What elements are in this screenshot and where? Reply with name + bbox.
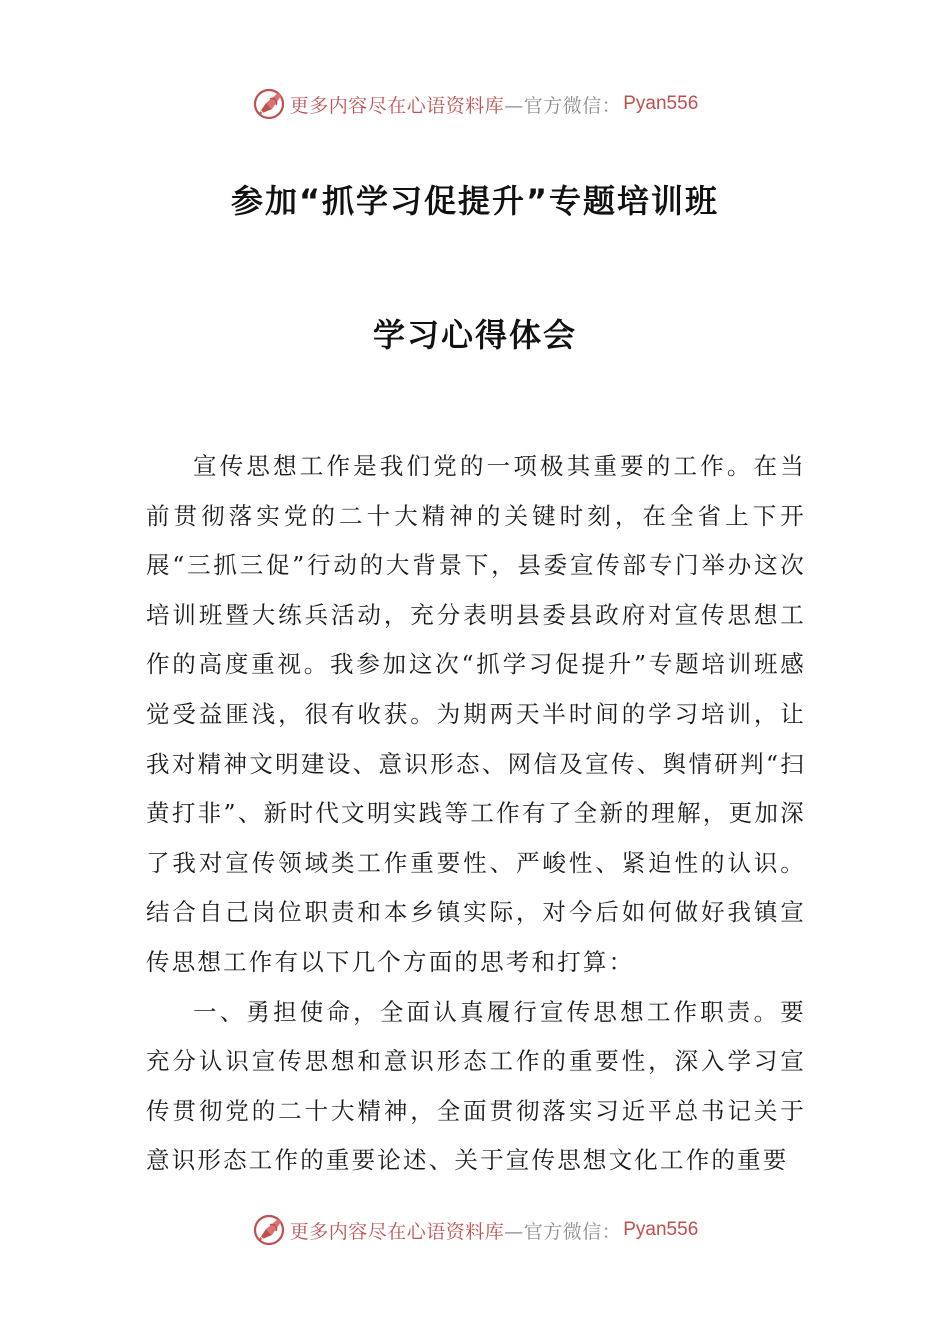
document-title-line1: 参加“抓学习促提升”专题培训班: [230, 182, 720, 220]
pen-nib-logo-icon: [252, 87, 286, 121]
pen-nib-logo-icon: [252, 1213, 286, 1247]
header-banner[interactable]: [0, 84, 950, 124]
document-title-line2: 学习心得体会: [372, 316, 577, 354]
banner-text: 更多内容尽在心语资料库: [289, 1220, 505, 1243]
banner-wechat-id: Pyan556: [623, 1219, 699, 1240]
banner-text: 更多内容尽在心语资料库: [289, 94, 505, 117]
banner-wechat-id: Pyan556: [623, 93, 699, 114]
body-paragraph-2: 一、勇担使命，全面认真履行宣传思想工作职责。要充分认识宣传思想和意识形态工作的重要性，深入学习宣传贯彻党的二十大精神，全面贯彻落实习近平总书记关于意识形态工作的重要论述、关于宣传思想文化工作的重要: [146, 997, 806, 1175]
banner-wechat-label: —官方微信：: [504, 94, 622, 117]
banner-wechat-label: —官方微信：: [504, 1220, 622, 1243]
footer-banner[interactable]: [0, 1210, 950, 1250]
body-paragraph-1: 宣传思想工作是我们党的一项极其重要的工作。在当前贯彻落实党的二十大精神的关键时刻，在全省上下开展“三抓三促”行动的大背景下，县委宣传部专门举办这次培训班暨大练兵活动，充分表明县委县政府对宣传思想工作的高度重视。我参加这次“抓学习促提升”专题培训班感觉受益匪浅，很有收获。为期两天半时间的学习培训，让我对精神文明建设、意识形态、网信及宣传、舆情研判“扫黄打非”、新时代文明实践等工作有了全新的理解，更加深了我对宣传领域类工作重要性、严峻性、紧迫性的认识。结合自己岗位职责和本乡镇实际，对今后如何做好我镇宣传思想工作有以下几个方面的思考和打算：: [146, 452, 806, 976]
document-body: [146, 442, 806, 1186]
